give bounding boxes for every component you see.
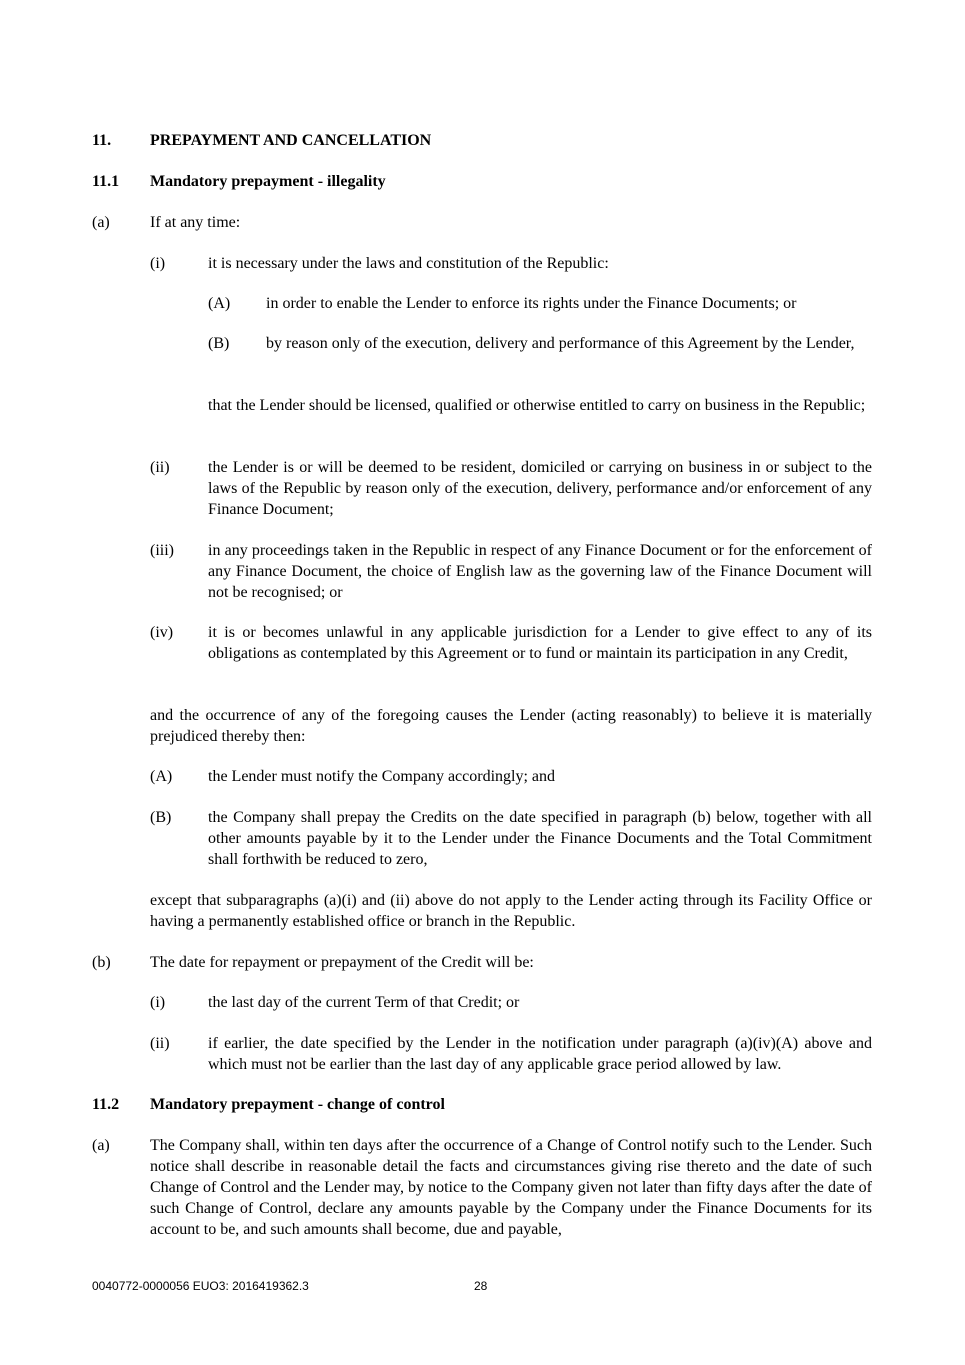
subparagraph-iii xyxy=(150,540,872,603)
item-label: (A) xyxy=(208,295,231,312)
subparagraph-label: (iv) xyxy=(150,624,174,641)
subparagraph-text: if earlier, the date specified by the Lender in the notification under paragraph (a)(iv)(A) above and which must not be earlier than the last day of any applicable grace period allowed by law. xyxy=(208,1035,872,1073)
exception-text: except that subparagraphs (a)(i) and (ii) above do not apply to the Lender acting through its Facility Office or having a permanently established office or branch in the Republic. xyxy=(150,892,872,930)
section-number: 11. xyxy=(92,132,112,149)
subparagraph-ii xyxy=(150,1033,872,1075)
paragraph-text: The date for repayment or prepayment of the Credit will be: xyxy=(150,954,534,971)
item-text: the Lender must notify the Company accordingly; and xyxy=(208,768,556,785)
subparagraph-ii xyxy=(150,457,872,520)
tail-text: that the Lender should be licensed, qualified or otherwise entitled to carry on business in the Republic; xyxy=(208,397,866,414)
page-number: 28 xyxy=(474,1279,488,1293)
paragraph-text: If at any time: xyxy=(150,214,241,231)
subparagraph-text: it is necessary under the laws and constitution of the Republic: xyxy=(208,255,609,272)
paragraph-a xyxy=(92,212,872,233)
clause-heading xyxy=(92,171,872,192)
footer-doc-ref: 0040772-0000056 EUO3: 2016419362.3 xyxy=(92,1279,309,1293)
paragraph-text: The Company shall, within ten days after the occurrence of a Change of Control notify such to the Lender. Such notice shall describe in reasonable detail the facts and circumstances giving rise thereto and the date of such Change of Control and the Lender may, by notice to the Company given not later than fifty days after the date of such Change of Control, declare any amounts payable by the Company under the Finance Documents for its account to be, and such amounts shall become, due and payable, xyxy=(150,1137,872,1238)
item-label: (A) xyxy=(150,768,173,785)
subparagraph-text: the Lender is or will be deemed to be resident, domiciled or carrying on business in or subject to the laws of the Republic by reason only of the execution, delivery, performance and/or enforcement of any Finance Document; xyxy=(208,459,872,518)
subparagraph-iv xyxy=(150,622,872,685)
clause-title: Mandatory prepayment - change of control xyxy=(150,1096,445,1113)
exception-paragraph xyxy=(150,890,872,932)
subparagraph-i-tail xyxy=(208,395,872,437)
subparagraph-text: it is or becomes unlawful in any applicable jurisdiction for a Lender to give effect to any of its obligations as contemplated by this Agreement or to fund or maintain its participation in any Credit, xyxy=(208,624,872,662)
item-label: (B) xyxy=(208,335,230,352)
paragraph-label: (a) xyxy=(92,1137,110,1154)
clause-number: 11.1 xyxy=(92,173,120,190)
clause-title: Mandatory prepayment - illegality xyxy=(150,173,386,190)
continuation-text: and the occurrence of any of the foregoing causes the Lender (acting reasonably) to believe it is materially prejudiced thereby then: xyxy=(150,707,872,745)
item-B xyxy=(150,807,872,870)
subparagraph-text: in any proceedings taken in the Republic in respect of any Finance Document or for the enforcement of any Finance Document, the choice of English law as the governing law of the Finance Document will not be recognised; or xyxy=(208,542,872,601)
subparagraph-i xyxy=(150,992,872,1013)
item-A xyxy=(208,293,872,314)
subparagraph-label: (iii) xyxy=(150,542,174,559)
subparagraph-text: the last day of the current Term of that Credit; or xyxy=(208,994,520,1011)
clause-number: 11.2 xyxy=(92,1096,120,1113)
subparagraph-label: (ii) xyxy=(150,1035,170,1052)
subparagraph-label: (i) xyxy=(150,994,166,1011)
clause-heading xyxy=(92,1094,872,1115)
paragraph-label: (a) xyxy=(92,214,110,231)
item-label: (B) xyxy=(150,809,172,826)
paragraph-b xyxy=(92,952,872,973)
item-A xyxy=(150,766,872,787)
subparagraph-label: (ii) xyxy=(150,459,170,476)
continuation-paragraph xyxy=(150,705,872,747)
section-title: PREPAYMENT AND CANCELLATION xyxy=(150,132,432,149)
subparagraph-label: (i) xyxy=(150,255,166,272)
item-text: the Company shall prepay the Credits on the date specified in paragraph (b) below, together with all other amounts payable by it to the Lender under the Finance Documents and the Total Commitment shall forthwith be reduced to zero, xyxy=(208,809,872,868)
section-heading xyxy=(92,130,872,151)
paragraph-a xyxy=(92,1135,872,1240)
item-text: in order to enable the Lender to enforce its rights under the Finance Documents; or xyxy=(266,295,797,312)
subparagraph-i xyxy=(150,253,872,274)
item-text: by reason only of the execution, delivery and performance of this Agreement by the Lender, xyxy=(266,335,855,352)
item-B xyxy=(208,333,872,375)
paragraph-label: (b) xyxy=(92,954,111,971)
